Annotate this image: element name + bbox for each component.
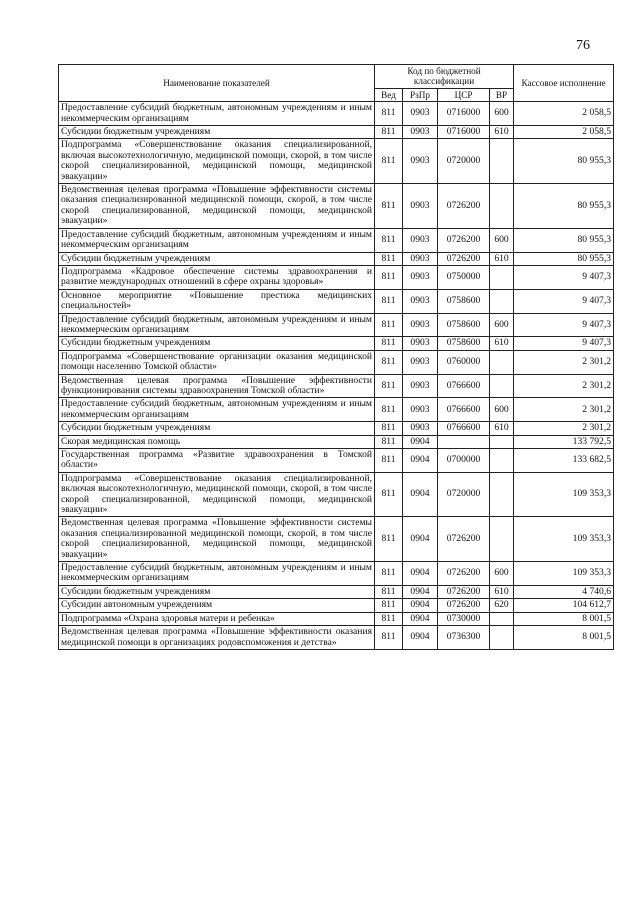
row-vr [490, 184, 514, 229]
row-amount: 104 612,7 [514, 599, 614, 612]
row-rzpr: 0903 [403, 289, 438, 313]
row-vr [490, 472, 514, 517]
row-csr: 0758600 [438, 289, 490, 313]
row-rzpr: 0904 [403, 472, 438, 517]
table-row [59, 599, 614, 612]
row-vr [490, 612, 514, 625]
row-amount: 133 792,5 [514, 435, 614, 448]
table-row [59, 313, 614, 337]
row-amount: 8 001,5 [514, 612, 614, 625]
row-rzpr: 0903 [403, 139, 438, 184]
row-amount: 9 407,3 [514, 313, 614, 337]
row-amount: 109 353,3 [514, 517, 614, 562]
row-rzpr: 0903 [403, 126, 438, 139]
row-vr [490, 374, 514, 398]
row-csr: 0716000 [438, 126, 490, 139]
row-amount: 109 353,3 [514, 472, 614, 517]
row-name: Ведомственная целевая программа «Повышение эффективности функционирования системы здравоохранения Томской области» [59, 374, 375, 398]
row-csr: 0758600 [438, 313, 490, 337]
row-rzpr: 0903 [403, 102, 438, 126]
row-amount: 2 058,5 [514, 126, 614, 139]
row-csr: 0700000 [438, 449, 490, 473]
row-rzpr: 0903 [403, 265, 438, 289]
header-csr: ЦСР [438, 88, 490, 101]
row-rzpr: 0903 [403, 313, 438, 337]
row-ved: 811 [375, 472, 403, 517]
row-name: Подпрограмма «Совершенствование оказания специализированной, включая высокотехнологичную, медицинской помощи, скорой, в том числе скорой специализированной, медицинской помощи, медицинской эвакуации» [59, 139, 375, 184]
row-name: Субсидии бюджетным учреждениям [59, 252, 375, 265]
table-body [59, 102, 614, 650]
row-amount: 109 353,3 [514, 562, 614, 586]
row-amount: 80 955,3 [514, 139, 614, 184]
row-vr [490, 517, 514, 562]
row-vr [490, 350, 514, 374]
header-vr: ВР [490, 88, 514, 101]
row-vr: 600 [490, 398, 514, 422]
table-row [59, 337, 614, 350]
row-vr: 610 [490, 252, 514, 265]
row-ved: 811 [375, 289, 403, 313]
row-name: Субсидии автономным учреждениям [59, 599, 375, 612]
table-row [59, 228, 614, 252]
row-name: Субсидии бюджетным учреждениям [59, 337, 375, 350]
row-amount: 2 301,2 [514, 374, 614, 398]
row-ved: 811 [375, 398, 403, 422]
row-ved: 811 [375, 517, 403, 562]
row-csr: 0730000 [438, 612, 490, 625]
table-row [59, 289, 614, 313]
row-csr: 0766600 [438, 398, 490, 422]
page-number: 76 [576, 38, 590, 53]
row-rzpr: 0903 [403, 228, 438, 252]
row-csr: 0766600 [438, 374, 490, 398]
table-row [59, 562, 614, 586]
header-execution: Кассовое исполнение [514, 65, 614, 102]
row-vr: 610 [490, 585, 514, 598]
row-ved: 811 [375, 139, 403, 184]
row-name: Предоставление субсидий бюджетным, автономным учреждениям и иным некоммерческим организациям [59, 228, 375, 252]
row-name: Предоставление субсидий бюджетным, автономным учреждениям и иным некоммерческим организациям [59, 313, 375, 337]
table-row [59, 612, 614, 625]
row-name: Предоставление субсидий бюджетным, автономным учреждениям и иным некоммерческим организациям [59, 102, 375, 126]
table-row [59, 126, 614, 139]
table-row [59, 517, 614, 562]
row-vr [490, 435, 514, 448]
row-ved: 811 [375, 449, 403, 473]
row-rzpr: 0904 [403, 612, 438, 625]
row-rzpr: 0904 [403, 599, 438, 612]
row-name: Субсидии бюджетным учреждениям [59, 126, 375, 139]
row-rzpr: 0903 [403, 252, 438, 265]
row-csr: 0750000 [438, 265, 490, 289]
row-rzpr: 0903 [403, 374, 438, 398]
header-code-group: Код по бюджетной классификации [375, 65, 514, 89]
row-ved: 811 [375, 313, 403, 337]
table-row [59, 449, 614, 473]
table-row [59, 435, 614, 448]
row-vr [490, 449, 514, 473]
row-ved: 811 [375, 350, 403, 374]
row-ved: 811 [375, 435, 403, 448]
row-ved: 811 [375, 102, 403, 126]
row-rzpr: 0904 [403, 449, 438, 473]
row-ved: 811 [375, 374, 403, 398]
row-csr: 0720000 [438, 139, 490, 184]
row-rzpr: 0903 [403, 422, 438, 435]
row-amount: 9 407,3 [514, 289, 614, 313]
row-name: Подпрограмма «Совершенствование оказания специализированной, включая высокотехнологичную, медицинской помощи, скорой, в том числе скорой специализированной, медицинской помощи, медицинской эвакуации» [59, 472, 375, 517]
row-rzpr: 0903 [403, 398, 438, 422]
row-ved: 811 [375, 422, 403, 435]
row-name: Субсидии бюджетным учреждениям [59, 422, 375, 435]
row-csr: 0760000 [438, 350, 490, 374]
row-rzpr: 0904 [403, 435, 438, 448]
row-rzpr: 0904 [403, 626, 438, 650]
row-amount: 9 407,3 [514, 265, 614, 289]
table-row [59, 265, 614, 289]
table-row [59, 585, 614, 598]
row-amount: 8 001,5 [514, 626, 614, 650]
row-ved: 811 [375, 585, 403, 598]
row-csr: 0726200 [438, 252, 490, 265]
row-rzpr: 0904 [403, 517, 438, 562]
row-ved: 811 [375, 265, 403, 289]
row-vr: 610 [490, 126, 514, 139]
table-header-row [59, 65, 614, 89]
row-csr: 0726200 [438, 599, 490, 612]
row-name: Ведомственная целевая программа «Повышение эффективности оказания медицинской помощи в организациях родовспоможения и детства» [59, 626, 375, 650]
table-row [59, 184, 614, 229]
row-csr: 0720000 [438, 472, 490, 517]
row-vr: 600 [490, 313, 514, 337]
row-name: Подпрограмма «Совершенствование организации оказания медицинской помощи населению Томской области» [59, 350, 375, 374]
table-row [59, 350, 614, 374]
row-vr: 610 [490, 422, 514, 435]
row-name: Государственная программа «Развитие здравоохранения в Томской области» [59, 449, 375, 473]
row-name: Предоставление субсидий бюджетным, автономным учреждениям и иным некоммерческим организациям [59, 398, 375, 422]
row-rzpr: 0904 [403, 562, 438, 586]
row-csr: 0726200 [438, 184, 490, 229]
row-name: Ведомственная целевая программа «Повышение эффективности системы оказания специализированной медицинской помощи, скорой, в том числе скорой специализированной, медицинской помощи, медицинской эвакуации» [59, 517, 375, 562]
row-csr: 0736300 [438, 626, 490, 650]
row-ved: 811 [375, 612, 403, 625]
row-amount: 80 955,3 [514, 184, 614, 229]
row-rzpr: 0903 [403, 184, 438, 229]
row-vr [490, 626, 514, 650]
row-rzpr: 0904 [403, 585, 438, 598]
row-amount: 4 740,6 [514, 585, 614, 598]
header-name: Наименование показателей [59, 65, 375, 102]
row-ved: 811 [375, 626, 403, 650]
row-csr: 0726200 [438, 585, 490, 598]
header-ved: Вед [375, 88, 403, 101]
row-csr: 0758600 [438, 337, 490, 350]
row-vr: 600 [490, 228, 514, 252]
table-row [59, 422, 614, 435]
row-amount: 2 301,2 [514, 422, 614, 435]
row-amount: 2 301,2 [514, 398, 614, 422]
row-name: Предоставление субсидий бюджетным, автономным учреждениям и иным некоммерческим организациям [59, 562, 375, 586]
row-vr: 600 [490, 562, 514, 586]
row-ved: 811 [375, 252, 403, 265]
row-ved: 811 [375, 126, 403, 139]
row-vr: 600 [490, 102, 514, 126]
table-row [59, 398, 614, 422]
table-row [59, 626, 614, 650]
row-ved: 811 [375, 599, 403, 612]
row-name: Скорая медицинская помощь [59, 435, 375, 448]
row-rzpr: 0903 [403, 350, 438, 374]
row-csr: 0716000 [438, 102, 490, 126]
row-ved: 811 [375, 184, 403, 229]
row-name: Субсидии бюджетным учреждениям [59, 585, 375, 598]
row-vr [490, 265, 514, 289]
row-amount: 2 301,2 [514, 350, 614, 374]
table-row [59, 252, 614, 265]
row-amount: 80 955,3 [514, 228, 614, 252]
row-ved: 811 [375, 562, 403, 586]
budget-execution-table [58, 64, 614, 650]
table-row [59, 139, 614, 184]
row-vr [490, 289, 514, 313]
row-csr: 0726200 [438, 517, 490, 562]
row-amount: 9 407,3 [514, 337, 614, 350]
table-row [59, 374, 614, 398]
row-ved: 811 [375, 228, 403, 252]
row-vr: 620 [490, 599, 514, 612]
table-row [59, 472, 614, 517]
row-rzpr: 0903 [403, 337, 438, 350]
row-csr: 0766600 [438, 422, 490, 435]
row-name: Подпрограмма «Охрана здоровья матери и ребенка» [59, 612, 375, 625]
row-amount: 80 955,3 [514, 252, 614, 265]
row-amount: 2 058,5 [514, 102, 614, 126]
row-ved: 811 [375, 337, 403, 350]
row-name: Ведомственная целевая программа «Повышение эффективности системы оказания специализированной медицинской помощи, скорой, в том числе скорой специализированной, медицинской помощи, медицинской эвакуации» [59, 184, 375, 229]
row-csr [438, 435, 490, 448]
row-amount: 133 682,5 [514, 449, 614, 473]
header-rzpr: РзПр [403, 88, 438, 101]
row-csr: 0726200 [438, 562, 490, 586]
row-name: Подпрограмма «Кадровое обеспечение системы здравоохранения и развитие международных отношений в сфере охраны здоровья» [59, 265, 375, 289]
row-vr [490, 139, 514, 184]
table-row [59, 102, 614, 126]
row-vr: 610 [490, 337, 514, 350]
row-csr: 0726200 [438, 228, 490, 252]
row-name: Основное мероприятие «Повышение престижа медицинских специальностей» [59, 289, 375, 313]
